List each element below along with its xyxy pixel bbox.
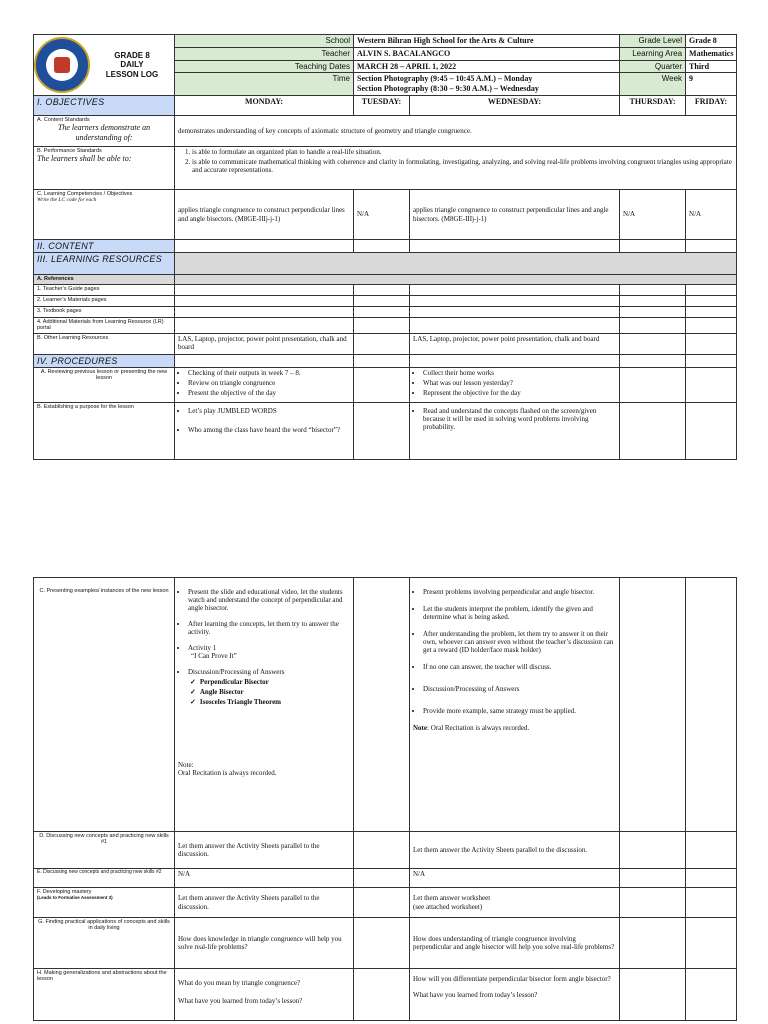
additional-materials-label: 4. Additional Materials from Learning Resource (LR) portal <box>34 317 175 333</box>
empty-cell <box>354 368 410 403</box>
empty-cell <box>620 888 686 918</box>
empty-cell <box>175 317 354 333</box>
thursday-heading: THURSDAY: <box>620 96 686 116</box>
empty-cell <box>354 888 410 918</box>
list-item: • Who among the class have heard the word “bisector”? <box>188 426 350 434</box>
time-value <box>354 73 620 96</box>
empty-cell <box>354 578 410 832</box>
gray-band <box>175 253 737 275</box>
empty-cell <box>620 869 686 888</box>
empty-cell <box>354 295 410 306</box>
competency-tuesday: N/A <box>354 190 410 240</box>
empty-cell <box>686 969 737 1021</box>
row-label: B. Performance Standards <box>37 148 102 154</box>
purpose-wednesday <box>410 403 620 460</box>
empty-cell <box>410 306 620 317</box>
list-item: 2. is able to communicate mathematical thinking with coherence and clarity in formulating, investigating, analyzing, and solving real-life problems involving congruent triangles using appropriate and accurate representations. <box>192 158 733 174</box>
practical-label: G. Finding practical applications of concepts and skills in daily living <box>34 918 175 969</box>
empty-cell <box>354 317 410 333</box>
competencies-label <box>34 190 175 240</box>
grade-label: Grade Level <box>620 35 686 48</box>
generalizations-wednesday <box>410 969 620 1021</box>
learning-resources-heading: III. LEARNING RESOURCES <box>34 253 175 275</box>
generalizations-label: H. Making generalizations and abstractions about the lesson <box>34 969 175 1021</box>
list-item <box>188 644 350 660</box>
empty-cell <box>686 306 737 317</box>
area-label: Learning Area <box>620 47 686 60</box>
empty-cell <box>620 240 686 253</box>
mastery-label <box>34 888 175 918</box>
empty-cell <box>686 333 737 354</box>
discussing2-label: E. Discussing new concepts and practicing new skills #2 <box>34 869 175 888</box>
objectives-heading: I. OBJECTIVES <box>34 96 175 116</box>
title-line: DAILY <box>120 60 144 70</box>
time-label: Time <box>175 73 354 96</box>
discussing1-monday: Let them answer the Activity Sheets parallel to the discussion. <box>175 832 354 869</box>
discussing2-monday: N/A <box>175 869 354 888</box>
checked-item: ✓ Perpendicular Bisector <box>200 678 350 686</box>
list-item: • Let’s play JUMBLED WORDS <box>188 407 350 415</box>
title-line: GRADE 8 <box>114 51 150 61</box>
title-line: LESSON LOG <box>105 69 159 79</box>
empty-cell <box>410 354 620 367</box>
note: Note: Oral Recitation is always recorded. <box>178 760 277 777</box>
tuesday-heading: TUESDAY: <box>354 96 410 116</box>
list-item: • After learning the concepts, let them try to answer the activity. <box>188 620 350 636</box>
monday-heading: MONDAY: <box>175 96 354 116</box>
week-value: 9 <box>686 73 737 96</box>
empty-cell <box>354 403 410 460</box>
empty-cell <box>354 869 410 888</box>
empty-cell <box>175 354 354 367</box>
empty-cell <box>686 354 737 367</box>
empty-cell <box>354 918 410 969</box>
textbook-label: 3. Textbook pages <box>34 306 175 317</box>
school-label: School <box>175 35 354 48</box>
purpose-label: B. Establishing a purpose for the lesson <box>34 403 175 460</box>
review-monday <box>175 368 354 403</box>
generalization-line: What have you learned from today’s lesson? <box>413 991 538 1000</box>
week-label: Week <box>620 73 686 96</box>
lesson-log-table-page1 <box>33 34 737 460</box>
list-item: • Present the slide and educational video, let the students watch and understand the concept of perpendicular and angle bisector. <box>188 588 350 612</box>
empty-cell <box>686 888 737 918</box>
list-item: • Provide more example, same strategy must be applied. <box>423 707 616 715</box>
empty-cell <box>620 333 686 354</box>
empty-cell <box>175 240 354 253</box>
content-standards-label <box>34 116 175 147</box>
list-item: 1. is able to formulate an organized plan to handle a real-life situation. <box>192 148 733 156</box>
empty-cell <box>686 832 737 869</box>
empty-cell <box>620 969 686 1021</box>
other-resources-label: B. Other Learning Resources <box>34 333 175 354</box>
empty-cell <box>620 403 686 460</box>
generalization-line: What have you learned from today’s lesson? <box>178 997 303 1006</box>
competency-monday: applies triangle congruence to construct perpendicular lines and angle bisectors. (M8GE-IIIj-j-1) <box>175 190 354 240</box>
empty-cell <box>620 354 686 367</box>
empty-cell <box>354 832 410 869</box>
teacher-value: ALVIN S. BACALANGCO <box>354 47 620 60</box>
list-item: • After understanding the problem, let them try to answer it on their own, whoever can answer even without the teacher’s discussion can get a reward (ID holder/face mask holder) <box>423 630 616 654</box>
empty-cell <box>620 918 686 969</box>
list-item: • Let the students interpret the problem, identify the given and determine what is being asked. <box>423 605 616 621</box>
mastery-line: Let them answer worksheet <box>413 894 491 903</box>
note-label: Note <box>413 724 427 733</box>
teacher-label: Teacher <box>175 47 354 60</box>
empty-cell <box>410 240 620 253</box>
empty-cell <box>354 354 410 367</box>
empty-cell <box>686 284 737 295</box>
empty-cell <box>620 368 686 403</box>
list-item: • Present problems involving perpendicular and angle bisector. <box>423 588 616 596</box>
empty-cell <box>354 284 410 295</box>
list-item: • Discussion/Processing of Answers <box>188 668 350 676</box>
time-line: Section Photography (9:45 – 10:45 A.M.) – Monday <box>357 74 533 84</box>
list-item: • Present the objective of the day <box>188 389 350 397</box>
row-label: C. Learning Competencies / Objectives <box>37 191 133 197</box>
deped-seal-logo <box>34 37 90 93</box>
content-heading: II. CONTENT <box>34 240 175 253</box>
mastery-wednesday <box>410 888 620 918</box>
school-value: Western Bilıran High School for the Arts & Culture <box>354 35 620 48</box>
empty-cell <box>686 918 737 969</box>
empty-cell <box>686 578 737 832</box>
review-wednesday <box>410 368 620 403</box>
empty-cell <box>175 306 354 317</box>
competency-thursday: N/A <box>620 190 686 240</box>
empty-cell <box>354 969 410 1021</box>
row-sub-label: The learners demonstrate an understanding of: <box>57 123 151 142</box>
empty-cell <box>410 317 620 333</box>
discussing1-label: D. Discussing new concepts and practicing new skills #1 <box>34 832 175 869</box>
row-sub-label: (Leads to Formative Assessment 3) <box>37 895 113 901</box>
list-item: • Collect their home works <box>423 369 616 377</box>
empty-cell <box>410 284 620 295</box>
note-label: Note <box>178 760 192 769</box>
friday-heading: FRIDAY: <box>686 96 737 116</box>
presenting-monday <box>175 578 354 832</box>
list-item: • If no one can answer, the teacher will discuss. <box>423 663 616 671</box>
activity-name: “I Can Prove It” <box>191 652 237 661</box>
learners-materials-label: 2. Learner’s Materials pages <box>34 295 175 306</box>
competency-friday: N/A <box>686 190 737 240</box>
note <box>413 724 616 732</box>
empty-cell <box>354 240 410 253</box>
mastery-monday: Let them answer the Activity Sheets parallel to the discussion. <box>175 888 354 918</box>
practical-monday: How does knowledge in triangle congruence will help you solve real-life problems? <box>175 918 354 969</box>
list-item: • Review on triangle congruence <box>188 379 350 387</box>
empty-cell <box>620 284 686 295</box>
checked-item: ✓ Isosceles Triangle Theorem <box>200 698 350 706</box>
practical-wednesday: How does understanding of triangle congruence involving perpendicular and angle bisector will help you solve real-life problems? <box>410 918 620 969</box>
row-sub-label: The learners shall be able to: <box>37 154 132 164</box>
activity-label: Activity 1 <box>188 644 217 653</box>
generalization-line: What do you mean by triangle congruence? <box>178 979 301 987</box>
list-item: • Checking of their outputs in week 7 – 8. <box>188 369 350 377</box>
school-header <box>34 35 175 96</box>
other-resources-wednesday: LAS, Laptop, projector, power point presentation, chalk and board <box>410 333 620 354</box>
row-label: A. Content Standards <box>37 117 90 123</box>
discussing2-wednesday: N/A <box>410 869 620 888</box>
references-label: A. References <box>34 275 175 284</box>
empty-cell <box>410 295 620 306</box>
dates-value: MARCH 28 – APRIL 1, 2022 <box>354 60 620 73</box>
row-sub-label: Write the LC code for each <box>37 197 97 204</box>
empty-cell <box>620 832 686 869</box>
empty-cell <box>175 284 354 295</box>
competency-wednesday: applies triangle congruence to construct perpendicular lines and angle bisectors. (M8GE-IIIj-j-1) <box>410 190 620 240</box>
quarter-label: Quarter <box>620 60 686 73</box>
empty-cell <box>686 295 737 306</box>
empty-cell <box>620 317 686 333</box>
performance-standards-label <box>34 147 175 190</box>
grade-value: Grade 8 <box>686 35 737 48</box>
wednesday-heading: WEDNESDAY: <box>410 96 620 116</box>
note-text: : Oral Recitation is always recorded. <box>427 724 530 733</box>
review-label: A. Reviewing previous lesson or presenting the new lesson <box>34 368 175 403</box>
content-standards-text: demonstrates understanding of key concepts of axiomatic structure of geometry and triangle congruence. <box>175 116 737 147</box>
checked-item: ✓ Angle Bisector <box>200 688 350 696</box>
empty-cell <box>686 240 737 253</box>
presenting-wednesday <box>410 578 620 832</box>
generalization-line: How will you differentiate perpendicular bisector form angle bisector? <box>413 975 611 983</box>
discussing1-wednesday: Let them answer the Activity Sheets parallel to the discussion. <box>410 832 620 869</box>
empty-cell <box>686 403 737 460</box>
empty-cell <box>354 306 410 317</box>
empty-cell <box>686 317 737 333</box>
empty-cell <box>620 578 686 832</box>
empty-cell <box>620 306 686 317</box>
quarter-value: Third <box>686 60 737 73</box>
procedures-heading: IV. PROCEDURES <box>34 354 175 367</box>
empty-cell <box>354 333 410 354</box>
empty-cell <box>686 869 737 888</box>
mastery-line: (see attached worksheet) <box>413 902 483 911</box>
note-text: Oral Recitation is always recorded. <box>178 768 277 777</box>
area-value: Mathematics <box>686 47 737 60</box>
dates-label: Teaching Dates <box>175 60 354 73</box>
row-label: F. Developing mastery <box>37 889 92 895</box>
empty-cell <box>620 295 686 306</box>
time-line: Section Photography (8:30 – 9:30 A.M.) – Wednesday <box>357 83 539 93</box>
purpose-monday <box>175 403 354 460</box>
list-item: • Read and understand the concepts flashed on the screen/given because it will be used in solving word problems involving probability. <box>423 407 616 431</box>
presenting-label: C. Presenting examples/ instances of the new lesson <box>34 578 175 832</box>
empty-cell <box>175 295 354 306</box>
list-item: • Discussion/Processing of Answers <box>423 685 616 693</box>
list-item: • What was our lesson yesterday? <box>423 379 616 387</box>
teachers-guide-label: 1. Teacher’s Guide pages <box>34 284 175 295</box>
lesson-log-table-page2 <box>33 577 737 1021</box>
performance-standards-text <box>175 147 737 190</box>
gray-band <box>175 275 737 284</box>
generalizations-monday <box>175 969 354 1021</box>
empty-cell <box>686 368 737 403</box>
list-item: • Represent the objective for the day <box>423 389 616 397</box>
other-resources-monday: LAS, Laptop, projector, power point presentation, chalk and board <box>175 333 354 354</box>
